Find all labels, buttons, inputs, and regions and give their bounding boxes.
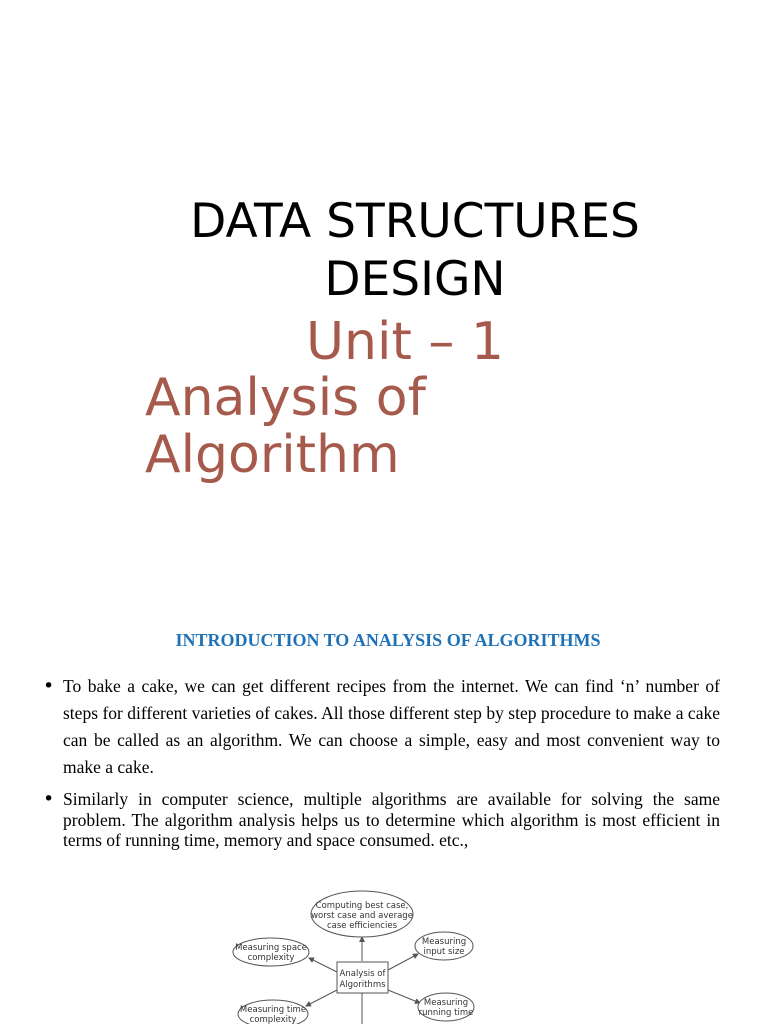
center-line-1: Analysis of	[339, 969, 386, 979]
right-lower-line-1: Measuring	[423, 998, 469, 1008]
connector-left-upper	[309, 958, 337, 972]
right-upper-line-2: input size	[423, 947, 465, 957]
topic-title	[145, 370, 645, 484]
connector-right-upper	[388, 954, 418, 970]
left-lower-line-2: complexity	[249, 1015, 297, 1024]
bullet-item-cake: • To bake a cake, we can get different recipes from the internet. We can find ‘n’ number of steps for different varieties of cakes. All those different step by step procedure to make a cake can be called as an algorithm. We can choose a simple, easy and most convenient way to make a cake.	[40, 673, 720, 781]
diagram-center-node	[337, 962, 388, 993]
top-node-line-1: Computing best case,	[315, 901, 409, 911]
diagram-node-top	[311, 891, 413, 937]
top-node-line-3: case efficiencies	[326, 921, 398, 931]
diagram-node-left-upper	[233, 938, 309, 966]
connector-right-lower	[388, 990, 420, 1003]
bullet-list	[40, 673, 720, 851]
diagram-node-right-upper	[415, 932, 473, 960]
diagram-node-left-lower	[238, 1000, 308, 1024]
right-lower-line-2: running time	[418, 1008, 474, 1018]
connector-left-lower	[306, 990, 337, 1006]
left-upper-line-1: Measuring space	[235, 943, 307, 953]
left-upper-line-2: complexity	[247, 953, 295, 963]
unit-label: Unit – 1	[306, 312, 504, 372]
document-title	[0, 193, 768, 309]
bullet-item-computer-science: • Similarly in computer science, multiple algorithms are available for solving the same problem. The algorithm analysis helps us to determine which algorithm is most efficient in terms of running time, memory and space consumed. etc.,	[40, 789, 720, 851]
diagram-node-right-lower	[418, 993, 474, 1021]
topic-line-1: Analysis of	[145, 368, 426, 428]
top-node-line-2: worst case and average	[311, 911, 413, 921]
title-line-1: DATA STRUCTURES	[190, 194, 640, 249]
center-line-2: Algorithms	[339, 980, 386, 990]
topic-line-2: Algorithm	[145, 425, 400, 485]
right-upper-line-1: Measuring	[421, 937, 467, 947]
section-heading: INTRODUCTION TO ANALYSIS OF ALGORITHMS	[175, 630, 601, 650]
analysis-diagram	[0, 880, 768, 1024]
title-line-2: DESIGN	[324, 252, 506, 307]
left-lower-line-1: Measuring time	[239, 1005, 307, 1015]
